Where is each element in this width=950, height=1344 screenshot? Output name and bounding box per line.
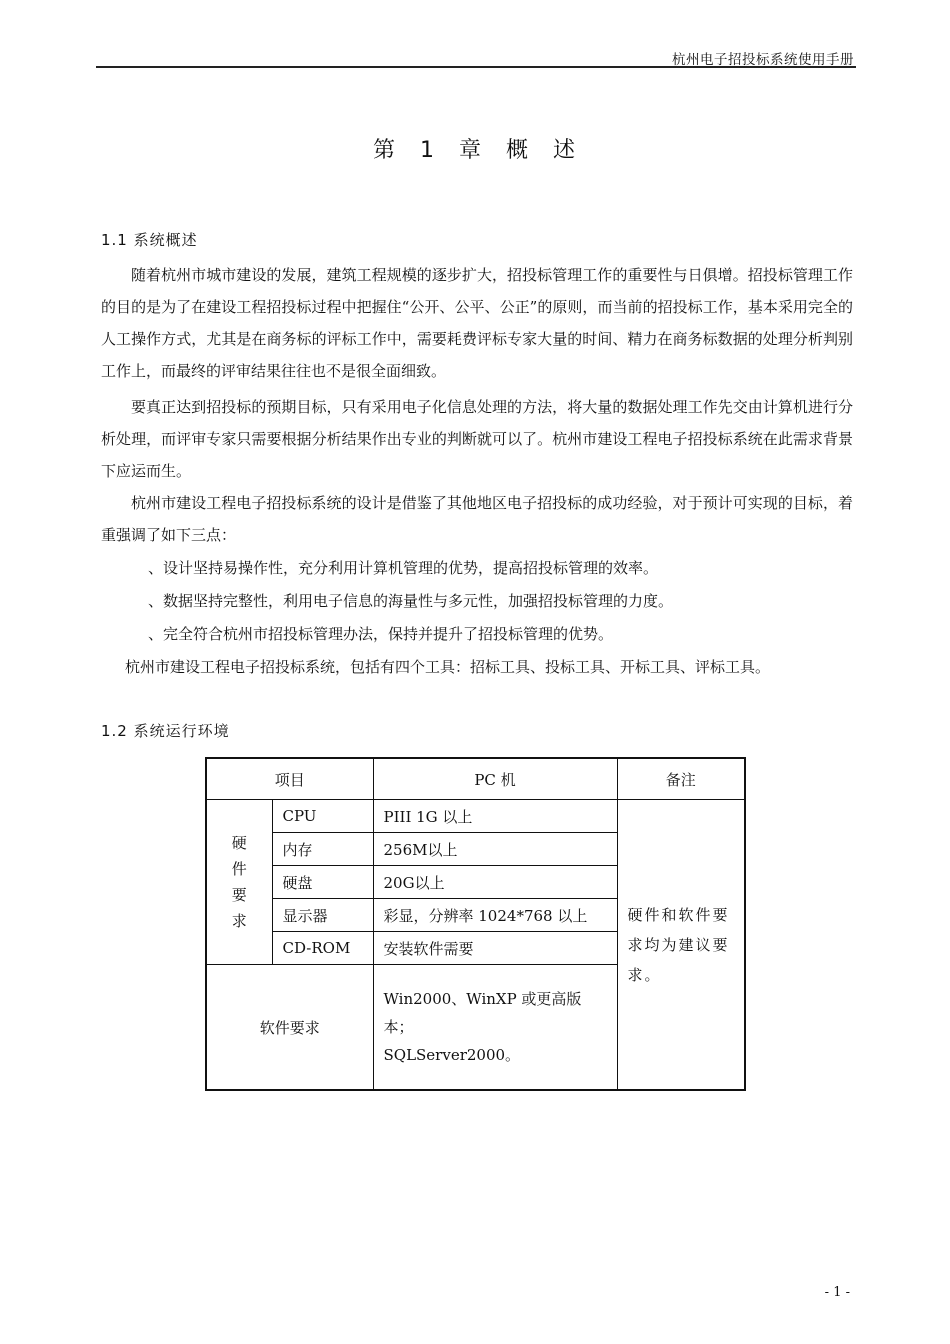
hardware-value-cell: 20G以上 [373, 866, 617, 899]
header-cell-item: 项目 [206, 758, 373, 800]
software-value-line: Win2000、WinXP 或更高版本； [383, 990, 582, 1036]
paragraph-1: 随着杭州市城市建设的发展，建筑工程规模的逐步扩大，招投标管理工作的重要性与日俱增。招投标管理工作的目的是为了在建设工程招投标过程中把握住“公开、公平、公正”的原则，而当前的招投标工作，基本采用完全的人工操作方式，尤其是在商务标的评标工作中，需要耗费评标专家大量的时间、精力在商务标数据的处理分析判别工作上，而最终的评审结果往往也不是很全面细致。 [101, 266, 853, 380]
bullet-item-1: 、设计坚持易操作性，充分利用计算机管理的优势，提高招投标管理的效率。 [148, 559, 659, 577]
software-value-cell [373, 965, 617, 1091]
section-heading-1-1: 1.1 系统概述 [101, 231, 198, 249]
hardware-label-char: 要 [231, 886, 247, 904]
note-cell: 硬件和软件要求均为建议要求。 [617, 800, 745, 1091]
table-header-row [206, 758, 745, 800]
paragraph-2: 要真正达到招投标的预期目标，只有采用电子化信息处理的方法，将大量的数据处理工作先交由计算机进行分析处理，而评审专家只需要根据分析结果作出专业的判断就可以了。杭州市建设工程电子招投标系统在此需求背景下应运而生。 [101, 398, 853, 480]
page-header [96, 46, 856, 68]
header-cell-note: 备注 [617, 758, 745, 800]
hardware-label-char: 求 [231, 912, 247, 930]
chapter-title: 第 1 章 概 述 [373, 138, 577, 163]
hardware-item-cell: 显示器 [272, 899, 373, 932]
hardware-group-label [206, 800, 272, 965]
hardware-label-char: 硬 [231, 834, 247, 852]
paragraph-4: 杭州市建设工程电子招投标系统，包括有四个工具：招标工具、投标工具、开标工具、评标工具。 [125, 658, 771, 676]
header-title: 杭州电子招投标系统使用手册 [672, 52, 854, 68]
section-heading-1-2: 1.2 系统运行环境 [101, 722, 230, 740]
hardware-item-cell: CD-ROM [272, 932, 373, 965]
hardware-item-cell: 内存 [272, 833, 373, 866]
table-row [206, 800, 745, 833]
hardware-value-cell: 彩显，分辨率 1024*768 以上 [373, 899, 617, 932]
page-number: - 1 - [824, 1285, 850, 1300]
requirements-table [205, 757, 746, 1091]
paragraph-3: 杭州市建设工程电子招投标系统的设计是借鉴了其他地区电子招投标的成功经验，对于预计可实现的目标，着重强调了如下三点： [101, 494, 853, 544]
hardware-label-char: 件 [231, 860, 247, 878]
bullet-item-3: 、完全符合杭州市招投标管理办法，保持并提升了招投标管理的优势。 [148, 625, 614, 643]
bullet-item-2: 、数据坚持完整性，利用电子信息的海量性与多元性，加强招投标管理的力度。 [148, 592, 674, 610]
software-label-cell: 软件要求 [206, 965, 373, 1091]
software-value-line: SQLServer2000。 [383, 1046, 521, 1064]
hardware-value-cell: PIII 1G 以上 [373, 800, 617, 833]
hardware-item-cell: CPU [272, 800, 373, 833]
hardware-value-cell: 256M以上 [373, 833, 617, 866]
hardware-item-cell: 硬盘 [272, 866, 373, 899]
hardware-value-cell: 安装软件需要 [373, 932, 617, 965]
header-cell-pc: PC 机 [373, 758, 617, 800]
